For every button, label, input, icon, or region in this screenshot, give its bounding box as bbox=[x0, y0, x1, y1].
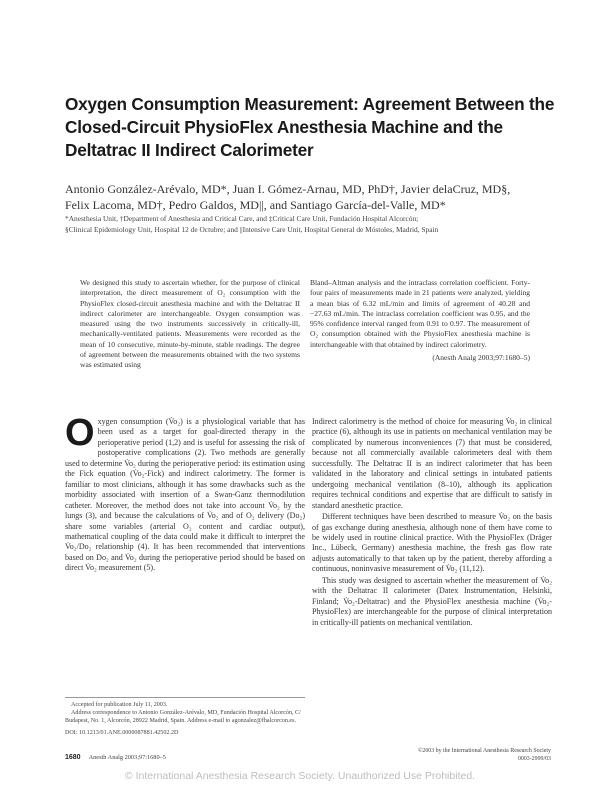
abstract-left: We designed this study to ascertain whether, for the purpose of clinical interpretation, the direct measurement of O₂ consumption with the PhysioFlex closed-circuit anesthesia machine and with the Deltatrac II indirect calorimeter are interchangeable. Oxygen consumption was measured using the two instruments successively in critically-ill, mechanically-ventilated patients. Measurements were recorded as the mean of 10 consecutive, minute-by-minute, stable readings. The degree of agreement between the measurements obtained with the two systems was estimated using bbox=[80, 278, 300, 370]
page-number: 1680 bbox=[65, 754, 81, 761]
page-footer-left bbox=[65, 754, 166, 761]
abstract-right-text: Bland–Altman analysis and the intraclass correlation coefficient. Forty-four pairs of measurements made in 21 patients were analyzed, yielding a mean bias of 6.32 mL/min and limits of agreement of 40.28 and −27.63 mL/min. The intraclass correlation coefficient was 0.95, and the 95% confidence interval ranged from 0.91 to 0.97. The measurement of O₂ consumption obtained with the PhysioFlex anesthesia machine is interchangeable with that obtained by indirect calorimetry. bbox=[310, 278, 530, 349]
accepted-note: Accepted for publication July 11, 2003. bbox=[71, 702, 168, 708]
abstract-citation: (Anesth Analg 2003;97:1680–5) bbox=[432, 353, 530, 363]
intro-paragraph: xygen consumption (V̇o₂) is a physiological variable that has been used as a target for goal-directed therapy in the perioperative period (1,2) and is useful for assessing the risk of postoperative complications (2). Two methods are generally used to determine V̇o₂ during the perioperative period: its estimation using the Fick equation (V̇o₂-Fick) and indirect calorimetry. The former is familiar to most clinicians, although it has some drawbacks such as the morbidity associated with insertion of a Swan-Ganz thermodilution catheter. Moreover, the method does not take into account V̇o₂ by the lungs (3), and because the calculations of V̇o₂ and of O₂ delivery (Do₂) share some variables (arterial O₂ content and cardiac output), mathematical coupling of the data could make it difficult to interpret the V̇o₂/Do₂ relationship (4). It has been recommended that interventions based on Do₂ and V̇o₂ during the perioperative period should be based on direct V̇o₂ measurement (5). bbox=[65, 417, 305, 573]
issn-line: 0003-2999/03 bbox=[517, 756, 551, 762]
affiliation-line: *Anesthesia Unit, †Department of Anesthesia and Critical Care, and ‡Critical Care Unit, Fundación Hospital Alcorcón; bbox=[65, 214, 419, 223]
body-column-right bbox=[312, 417, 552, 628]
paragraph-calorimetry: Indirect calorimetry is the method of choice for measuring V̇o₂ in clinical practice (6), although its use in patients on mechanical ventilation may be complicated by numerous inconveniences (7) that must be considered, because not all commercially available calorimeters deal with them successfully. The Deltatrac II is an indirect calorimeter that has been validated in the laboratory and clinical settings in intubated patients undergoing mechanical ventilation (8–10), although its application requires technical conditions and expertise that are difficult to satisfy in standard anesthetic practice. bbox=[312, 417, 552, 510]
correspondence-note: Address correspondence to Antonio González-Arévalo, MD, Fundación Hospital Alcorcón, C/ Budapest, No. 1, Alcorcón, 28922 Madrid, Spain. Address e-mail to agonzalez@fhalcorcon.es. bbox=[65, 710, 301, 725]
abstract-right bbox=[310, 278, 530, 363]
article-title bbox=[65, 93, 565, 162]
affiliations bbox=[65, 213, 565, 235]
paragraph-study-aim: This study was designed to ascertain whether the measurement of V̇o₂ with the Deltatrac II calorimeter (Datex Instrumentation, Helsinki, Finland; V̇o₂-Deltatrac) and the PhysioFlex anesthesia machine (V̇o₂-PhysioFlex) are interchangeable for the purpose of clinical interpretation in critically-ill patients on mechanical ventilation. bbox=[312, 575, 552, 627]
author-line: Antonio González-Arévalo, MD*, Juan I. Gómez-Arnau, MD, PhD†, Javier delaCruz, MD§, bbox=[65, 182, 511, 196]
journal-citation: Anesth Analg 2003;97:1680–5 bbox=[88, 754, 166, 761]
footnotes bbox=[65, 697, 305, 737]
affiliation-line: §Clinical Epidemiology Unit, Hospital 12 de Octubre; and ||Intensive Care Unit, Hospital General de Móstoles, Madrid, Spain bbox=[65, 225, 439, 234]
author-list bbox=[65, 181, 565, 213]
copyright-line: ©2003 by the International Anesthesia Research Society bbox=[417, 748, 551, 754]
title-line: Oxygen Consumption Measurement: Agreement Between the bbox=[65, 94, 555, 114]
footnote-rule bbox=[65, 697, 305, 698]
page-footer-right bbox=[400, 747, 551, 763]
paragraph-techniques: Different techniques have been described to measure V̇o₂ on the basis of gas exchange during anesthesia, although none of them have come to be widely used in routine clinical practice. With the PhysioFlex (Dräger Inc., Lübeck, Germany) anesthesia machine, the fresh gas flow rate adjusts automatically to that taken up by the patient, thereby affording a continuous, noninvasive measurement of V̇o₂ (11,12). bbox=[312, 512, 552, 574]
copyright-banner: © International Anesthesia Research Society. Unauthorized Use Prohibited. bbox=[124, 770, 476, 782]
doi: DOI: 10.1213/01.ANE.0000087881.42502.2D bbox=[65, 729, 179, 736]
drop-cap: O bbox=[65, 412, 95, 454]
title-line: Closed-Circuit PhysioFlex Anesthesia Machine and the bbox=[65, 117, 503, 137]
body-column-left bbox=[65, 412, 305, 574]
author-line: Felix Lacoma, MD†, Pedro Galdos, MD||, and Santiago García-del-Valle, MD* bbox=[65, 198, 446, 212]
title-line: Deltatrac II Indirect Calorimeter bbox=[65, 140, 314, 160]
